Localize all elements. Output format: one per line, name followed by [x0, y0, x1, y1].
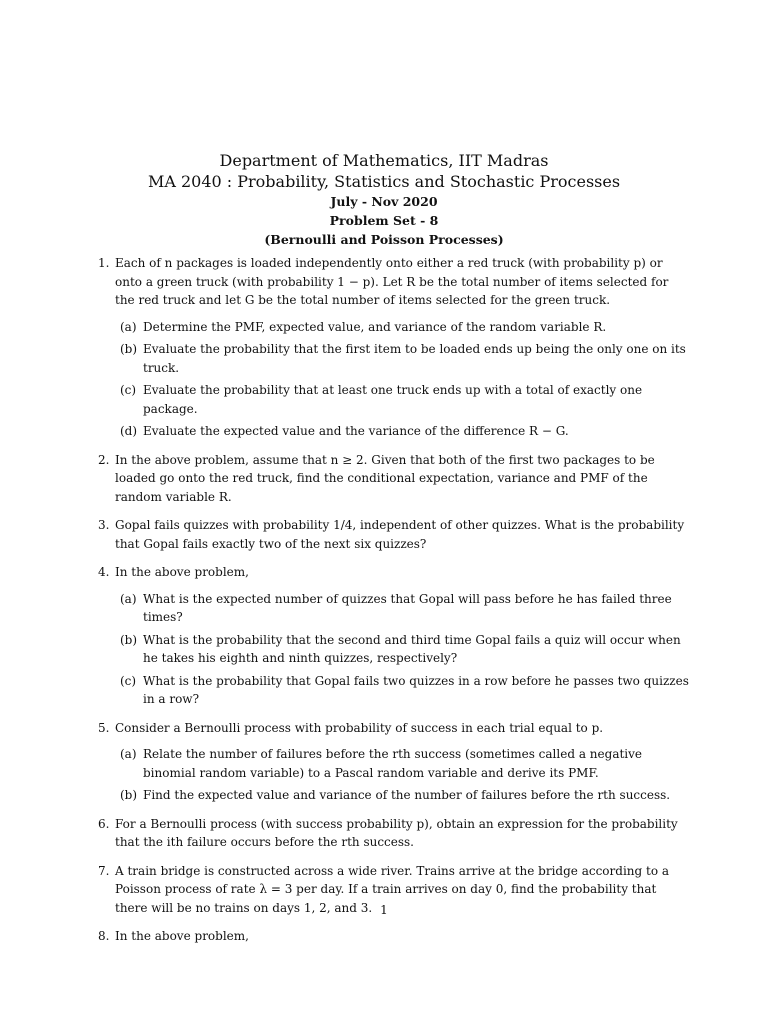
subpart-label: (d) — [120, 424, 138, 438]
subpart-text: Evaluate the probability that at least one truck ends up with a total of exactly one package. — [143, 383, 643, 416]
subpart-item — [115, 381, 690, 418]
subpart-item — [115, 631, 690, 668]
problem-item — [98, 927, 690, 946]
subpart-item — [115, 590, 690, 627]
subpart-item — [115, 786, 690, 805]
subpart-text: What is the expected number of quizzes that Gopal will pass before he has failed three times? — [143, 591, 672, 624]
problem-number: 6. — [98, 816, 110, 831]
problem-list — [98, 254, 690, 956]
problem-text: In the above problem, — [115, 565, 249, 579]
subpart-list — [115, 745, 690, 805]
subpart-item — [115, 422, 690, 441]
subpart-text: What is the probability that the second and third time Gopal fails a quiz will occur when he takes his eighth and ninth quizzes, respectively? — [143, 632, 681, 665]
topic-label: (Bernoulli and Poisson Processes) — [264, 232, 504, 247]
problem-number: 3. — [98, 518, 110, 532]
problem-text: Each of n packages is loaded independently onto either a red truck (with probability p) or onto a green truck (with probability 1 − p). Let R be the total number of items selected for the red truck and let G be the total number of items selected for the green truck. — [115, 256, 669, 307]
subpart-text: Evaluate the probability that the first item to be loaded ends up being the only one on its truck. — [143, 342, 686, 375]
subpart-label: (b) — [120, 788, 138, 802]
problem-item — [98, 451, 690, 507]
problem-text: In the above problem, — [115, 929, 249, 943]
course-title: MA 2040 : Probability, Statistics and Stochastic Processes — [147, 172, 621, 191]
subpart-label: (a) — [120, 319, 137, 334]
page-number: 1 — [380, 903, 388, 917]
document-header — [0, 150, 768, 249]
subpart-label: (c) — [120, 673, 137, 688]
problem-number: 8. — [98, 929, 110, 943]
subpart-text: Find the expected value and variance of the number of failures before the rth success. — [143, 788, 671, 802]
problem-item — [98, 563, 690, 709]
subpart-list — [115, 590, 690, 709]
problem-text: Gopal fails quizzes with probability 1/4, independent of other quizzes. What is the probability that Gopal fails exactly two of the next six quizzes? — [115, 518, 685, 551]
subpart-text: Relate the number of failures before the rth success (sometimes called a negative binomial random variable) to a Pascal random variable and derive its PMF. — [143, 747, 643, 780]
subpart-list — [115, 318, 690, 441]
problem-number: 2. — [98, 452, 110, 467]
problem-text: For a Bernoulli process (with success probability p), obtain an expression for the probability that the ith failure occurs before the rth success. — [115, 816, 678, 849]
subpart-label: (b) — [120, 632, 138, 647]
problem-item — [98, 719, 690, 805]
subpart-item — [115, 672, 690, 709]
problem-text: A train bridge is constructed across a wide river. Trains arrive at the bridge according to a Poisson process of rate λ = 3 per day. If a train arrives on day 0, find the probability that there will be no trains on days 1, 2, and 3. — [115, 863, 670, 915]
problem-text: In the above problem, assume that n ≥ 2. Given that both of the first two packages to be loaded go onto the red truck, find the conditional expectation, variance and PMF of the random variable R. — [115, 452, 655, 504]
subpart-item — [115, 318, 690, 337]
problem-text: Consider a Bernoulli process with probability of success in each trial equal to p. — [115, 720, 604, 735]
subpart-text: Evaluate the expected value and the variance of the difference R − G. — [143, 424, 569, 438]
problem-number: 5. — [98, 720, 110, 735]
problem-number: 1. — [98, 256, 110, 270]
problem-item — [98, 815, 690, 852]
problem-number: 4. — [98, 565, 110, 579]
subpart-label: (a) — [120, 591, 137, 606]
subpart-text: What is the probability that Gopal fails two quizzes in a row before he passes two quizzes in a row? — [143, 673, 689, 706]
subpart-label: (c) — [120, 383, 137, 397]
subpart-item — [115, 340, 690, 377]
subpart-item — [115, 745, 690, 782]
term-label: July - Nov 2020 — [330, 194, 438, 209]
department-title: Department of Mathematics, IIT Madras — [219, 151, 549, 170]
subpart-label: (a) — [120, 747, 137, 761]
problem-item — [98, 516, 690, 553]
problem-set-label: Problem Set - 8 — [329, 213, 439, 228]
subpart-label: (b) — [120, 342, 138, 356]
problem-item — [98, 254, 690, 441]
problem-number: 7. — [98, 863, 110, 878]
subpart-text: Determine the PMF, expected value, and variance of the random variable R. — [143, 319, 607, 334]
